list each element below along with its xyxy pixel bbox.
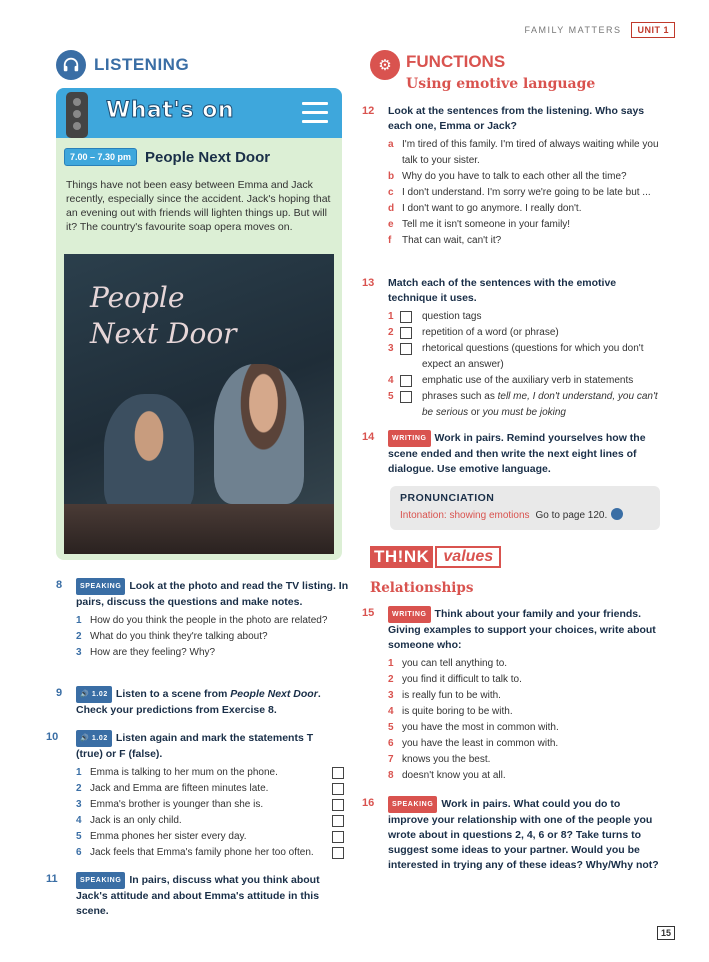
list-item: f That can wait, can't it?	[388, 235, 502, 246]
tf-checkbox[interactable]	[332, 815, 344, 827]
pronunciation-box	[390, 486, 660, 530]
list-item: 2 What do you think they're talking about?	[76, 631, 268, 642]
exercise-number: 9	[56, 687, 63, 699]
answer-box[interactable]	[400, 391, 412, 403]
list-item: 2 repetition of a word (or phrase)	[388, 327, 559, 338]
exercise-9	[56, 686, 346, 718]
list-item: 5 you have the most in common with.	[388, 722, 559, 733]
answer-box[interactable]	[400, 327, 412, 339]
exercise-number: 16	[362, 797, 375, 809]
list-item: 8 doesn't know you at all.	[388, 770, 506, 781]
unit-badge: UNIT 1	[631, 22, 675, 38]
list-item: 3 Emma's brother is younger than she is.	[76, 797, 326, 813]
list-item: 6 Jack feels that Emma's family phone her too often.	[76, 845, 326, 861]
speaking-tag: SPEAKING	[76, 578, 125, 595]
exercise-number: 11	[46, 873, 58, 885]
functions-title: FUNCTIONS	[406, 52, 506, 71]
tf-checkbox[interactable]	[332, 847, 344, 859]
exercise-number: 15	[362, 607, 375, 619]
programme-row	[64, 148, 270, 166]
programme-description: Things have not been easy between Emma and Jack recently, especially since the accident. Jack's hoping that an evening out with friends will lighten things up. But will it? The country's favourite soap opera moves on.	[66, 179, 331, 233]
speaking-tag: SPEAKING	[76, 872, 125, 889]
list-item: 5 phrases such as tell me, I don't understand, you can't be serious or you must be joking	[388, 391, 658, 418]
man-figure	[104, 394, 194, 514]
exercise-8	[56, 578, 356, 661]
exercise-10	[46, 730, 336, 861]
page-header	[524, 22, 675, 38]
values-label: values	[435, 546, 501, 568]
exercise-instruction: Look at the sentences from the listening. Who says each one, Emma or Jack?	[388, 105, 645, 132]
menu-icon	[302, 102, 328, 129]
pronunciation-link[interactable]: Intonation: showing emotions Go to page 120.	[400, 508, 650, 521]
list-item: 7 knows you the best.	[388, 754, 491, 765]
list-item: 4 emphatic use of the auxiliary verb in statements	[388, 375, 634, 386]
answer-box[interactable]	[400, 343, 412, 355]
time-badge: 7.00 – 7.30 pm	[64, 148, 137, 166]
audio-tag: 🔊 1.02	[76, 686, 112, 703]
poster-title: People Next Door	[90, 281, 237, 350]
exercise-instruction: SPEAKING Work in pairs. What could you do to improve your relationship with one of the people you wrote about in questions 2, 4, 6 or 8? Take turns to suggest some ideas to your partner. Would you be interested in trying any of these ideas? Why/Why not?	[388, 798, 659, 871]
table	[64, 504, 334, 554]
answer-box[interactable]	[400, 375, 412, 387]
tv-listing	[56, 88, 342, 560]
exercise-number: 14	[362, 431, 375, 443]
whats-on-title: What's on	[106, 98, 235, 123]
exercise-instruction: Match each of the sentences with the emotive technique it uses.	[388, 277, 617, 304]
list-item: 3 is really fun to be with.	[388, 690, 501, 701]
exercise-number: 8	[56, 579, 63, 591]
gears-icon: ⚙	[370, 50, 400, 80]
tf-checkbox[interactable]	[332, 783, 344, 795]
speaking-tag: SPEAKING	[388, 796, 437, 813]
pronunciation-title: PRONUNCIATION	[400, 492, 495, 504]
arrow-icon	[611, 508, 623, 520]
tf-checkbox[interactable]	[332, 767, 344, 779]
list-item: 2 you find it difficult to talk to.	[388, 674, 522, 685]
list-item: 3 How are they feeling? Why?	[76, 647, 216, 658]
tf-checkbox[interactable]	[332, 799, 344, 811]
exercise-instruction: 🔊 1.02 Listen again and mark the statements T (true) or F (false).	[76, 732, 314, 760]
list-item: d I don't want to go anymore. I really don't.	[388, 203, 582, 214]
list-item: 3 rhetorical questions (questions for which you don't expect an answer)	[388, 343, 644, 370]
exercise-number: 12	[362, 105, 375, 117]
list-item: b Why do you have to talk to each other all the time?	[388, 171, 627, 182]
remote-control-icon	[66, 92, 88, 138]
woman-figure	[214, 364, 304, 504]
functions-subtitle: Using emotive language	[406, 76, 596, 92]
list-item: 1 How do you think the people in the photo are related?	[76, 615, 328, 626]
list-item: 2 Jack and Emma are fifteen minutes late.	[76, 781, 326, 797]
list-item: 5 Emma phones her sister every day.	[76, 829, 326, 845]
audio-tag: 🔊 1.02	[76, 730, 112, 747]
exercise-instruction: SPEAKING Look at the photo and read the TV listing. In pairs, discuss the questions and make notes.	[76, 580, 349, 608]
list-item: 1 Emma is talking to her mum on the phone.	[76, 765, 326, 781]
programme-title: People Next Door	[145, 148, 271, 166]
think-label: TH!NK	[370, 546, 433, 568]
tv-listing-banner	[56, 88, 342, 138]
writing-tag: WRITING	[388, 430, 431, 447]
list-item: 6 you have the least in common with.	[388, 738, 559, 749]
think-values-banner	[370, 546, 501, 568]
show-photo	[64, 254, 334, 554]
list-item: 1 question tags	[388, 311, 482, 322]
exercise-16	[362, 796, 662, 873]
list-item: a I'm tired of this family. I'm tired of always waiting while you talk to your sister.	[388, 139, 659, 166]
answer-box[interactable]	[400, 311, 412, 323]
exercise-13	[362, 276, 662, 421]
listening-heading	[56, 50, 189, 80]
list-item: c I don't understand. I'm sorry we're going to be late but ...	[388, 187, 651, 198]
relationships-title: Relationships	[370, 580, 474, 596]
exercise-instruction: WRITING Think about your family and your friends. Giving examples to support your choices, write about someone who:	[388, 608, 656, 651]
page-number: 15	[657, 926, 675, 940]
exercise-number: 10	[46, 731, 59, 743]
exercise-number: 13	[362, 277, 375, 289]
listening-title: LISTENING	[94, 55, 190, 74]
list-item: 4 is quite boring to be with.	[388, 706, 513, 717]
list-item: 1 you can tell anything to.	[388, 658, 508, 669]
tf-checkbox[interactable]	[332, 831, 344, 843]
exercise-instruction: 🔊 1.02 Listen to a scene from People Next Door. Check your predictions from Exercise 8.	[76, 688, 321, 716]
headphones-icon	[56, 50, 86, 80]
exercise-15	[362, 606, 662, 784]
exercise-instruction: WRITING Work in pairs. Remind yourselves how the scene ended and then write the next eight lines of dialogue. Use emotive language.	[388, 432, 646, 475]
list-item: e Tell me it isn't someone in your family!	[388, 219, 571, 230]
exercise-instruction: SPEAKING In pairs, discuss what you think about Jack's attitude and about Emma's attitude in this scene.	[76, 874, 320, 917]
exercise-12	[362, 104, 662, 249]
writing-tag: WRITING	[388, 606, 431, 623]
section-label: FAMILY MATTERS	[524, 25, 622, 35]
list-item: 4 Jack is an only child.	[76, 813, 326, 829]
exercise-14	[362, 430, 662, 477]
exercise-11	[46, 872, 342, 919]
